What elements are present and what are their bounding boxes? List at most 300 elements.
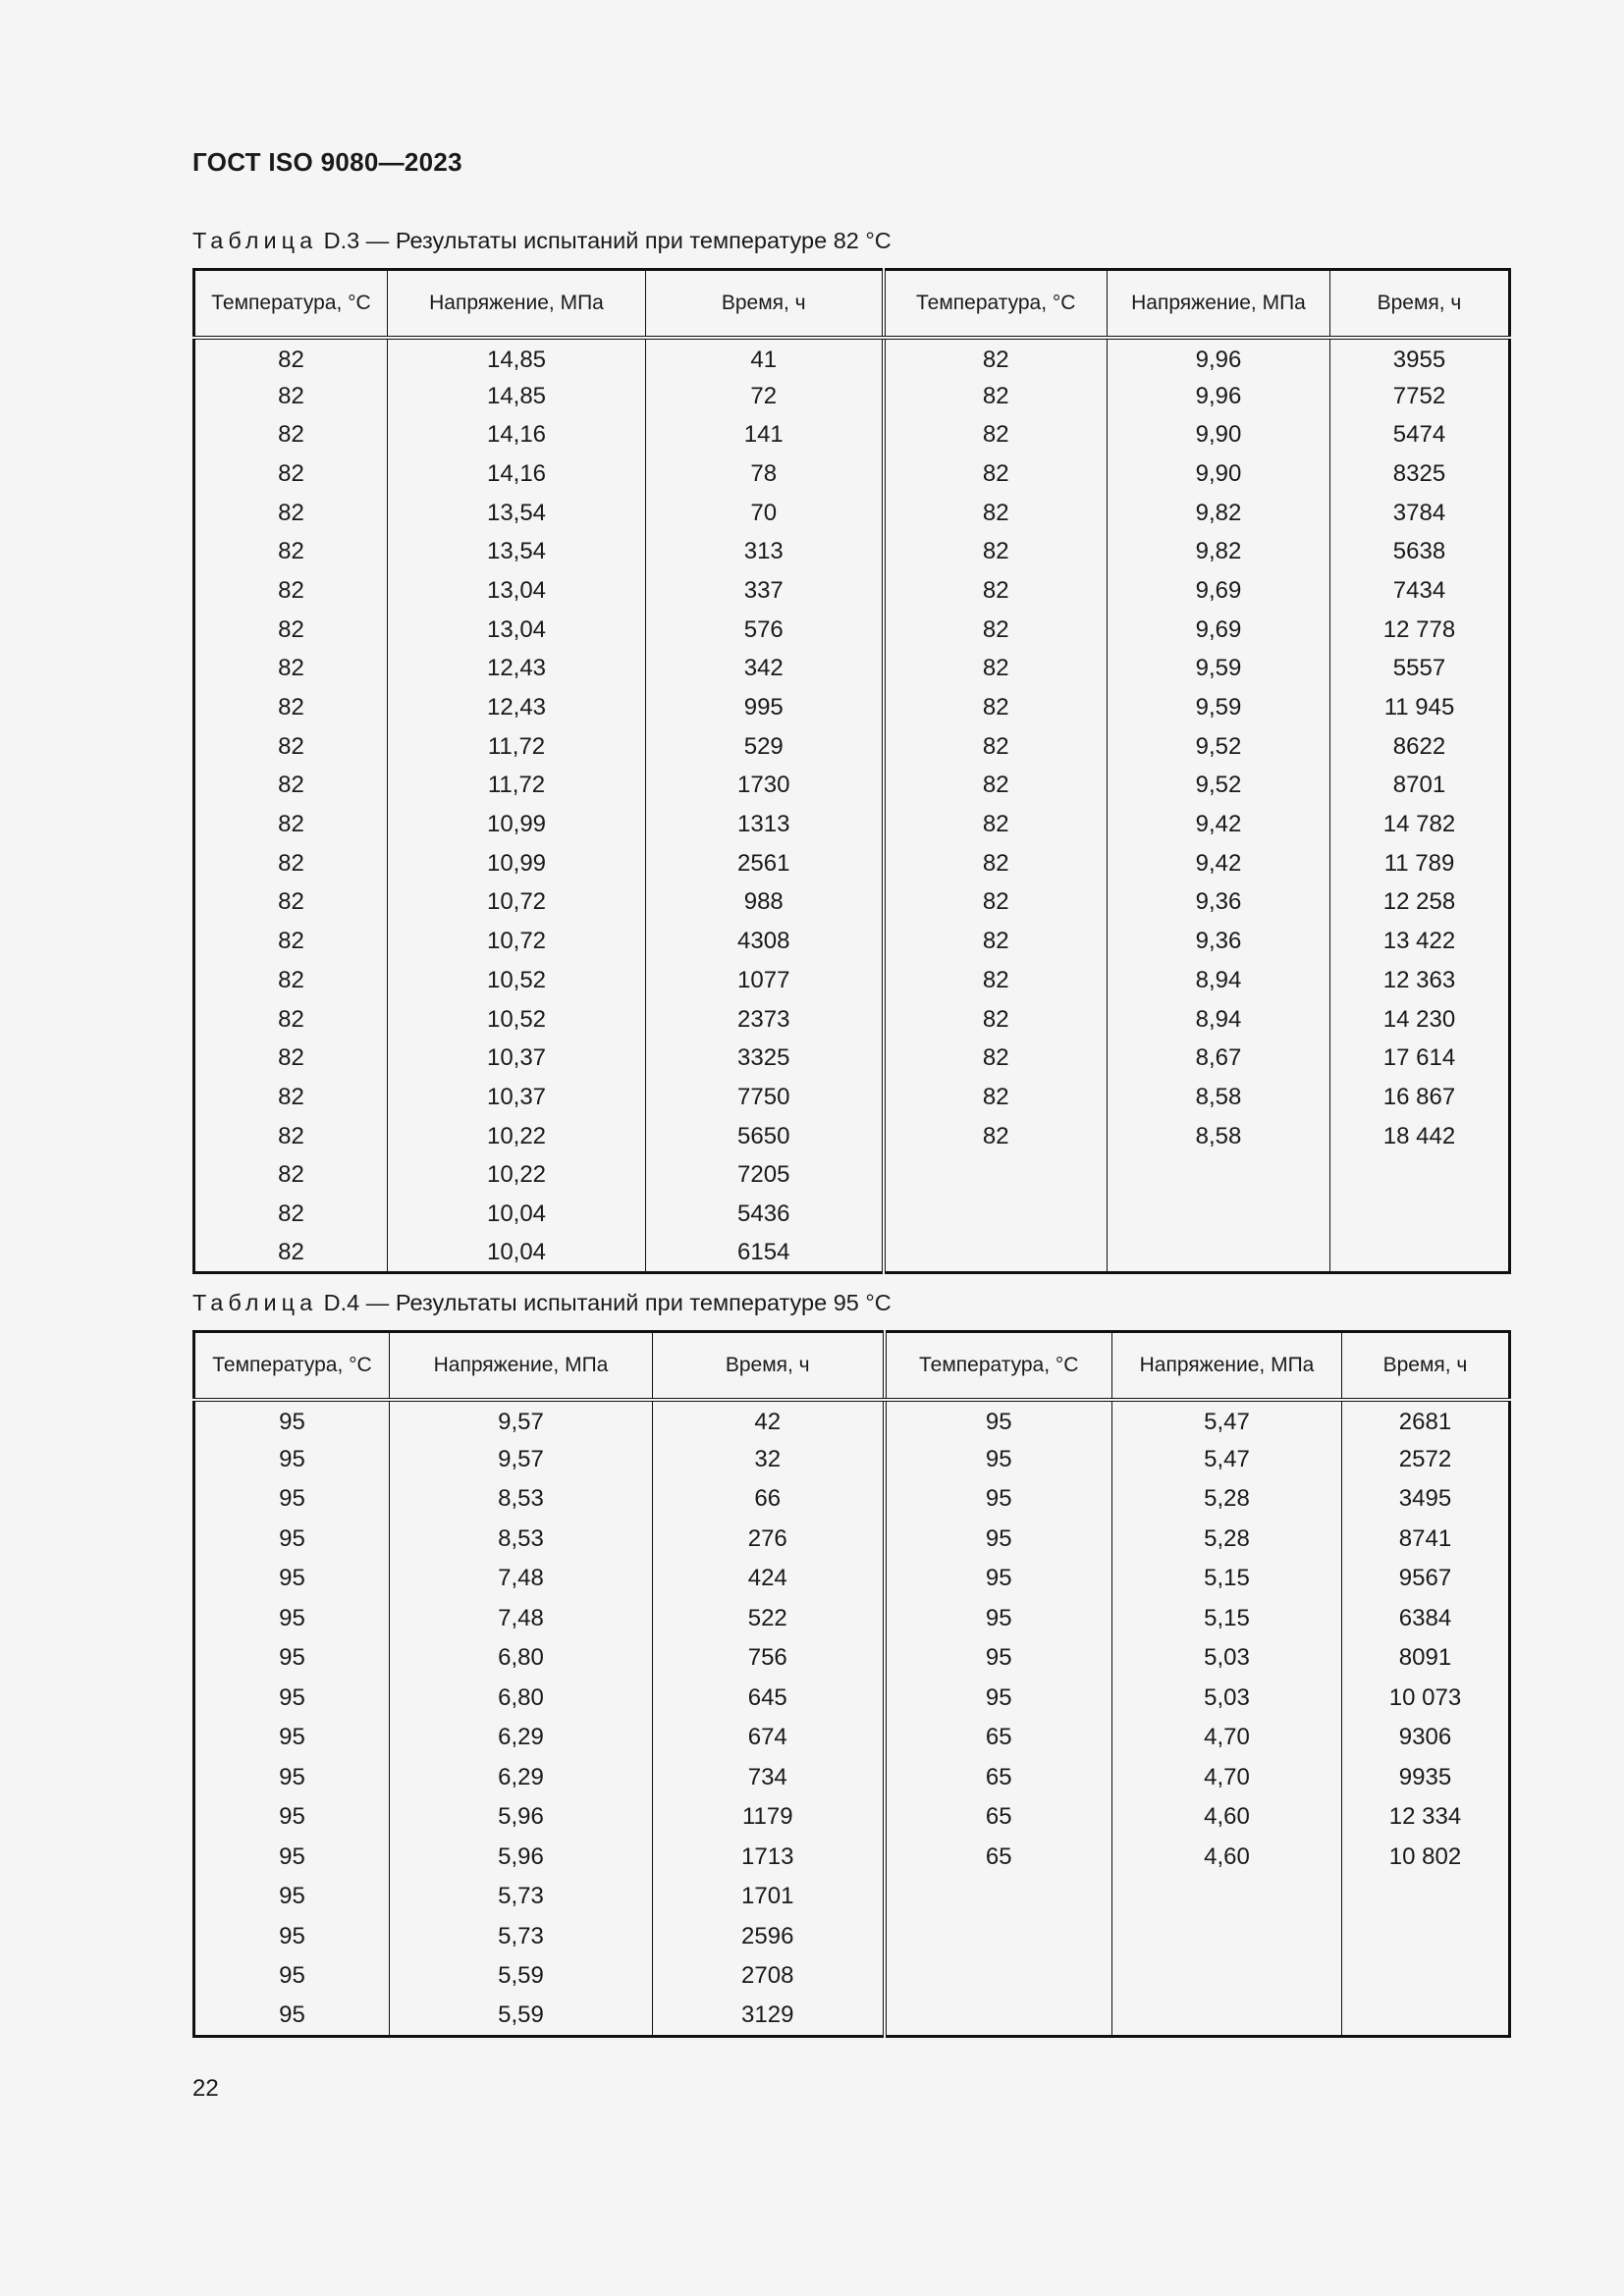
table-row — [194, 727, 1510, 767]
table-cell: 11 945 — [1330, 688, 1510, 727]
table-cell: 7752 — [1330, 377, 1510, 416]
table-cell: 12,43 — [388, 688, 646, 727]
table-cell: 82 — [194, 922, 388, 961]
table-cell: 3495 — [1342, 1479, 1510, 1520]
table-cell: 95 — [194, 1838, 390, 1878]
table-cell: 10,04 — [388, 1234, 646, 1273]
table-cell: 7,48 — [390, 1599, 653, 1639]
table-cell: 95 — [194, 1679, 390, 1719]
table-cell: 95 — [885, 1440, 1112, 1480]
table-cell: 313 — [646, 532, 884, 571]
table-cell: 9,52 — [1108, 767, 1330, 806]
table-cell: 82 — [194, 805, 388, 844]
table-cell: 65 — [885, 1797, 1112, 1838]
table-cell: 8,53 — [390, 1479, 653, 1520]
table-cell: 18 442 — [1330, 1117, 1510, 1156]
table-header-row — [194, 1332, 1510, 1401]
table-cell: 10,72 — [388, 883, 646, 923]
table-cell: 9306 — [1342, 1718, 1510, 1758]
table-cell: 6,80 — [390, 1679, 653, 1719]
table-cell: 11 789 — [1330, 844, 1510, 883]
table-cell: 6,80 — [390, 1638, 653, 1679]
table-cell: 1701 — [653, 1877, 885, 1917]
table-cell: 5,15 — [1112, 1559, 1342, 1599]
table-cell: 5,96 — [390, 1838, 653, 1878]
table-cell: 6384 — [1342, 1599, 1510, 1639]
table-cell: 82 — [884, 415, 1108, 454]
table-cell: 5,15 — [1112, 1599, 1342, 1639]
table-cell: 9,90 — [1108, 415, 1330, 454]
table-cell: 9,59 — [1108, 650, 1330, 689]
table-cell: 82 — [194, 1078, 388, 1117]
table-cell: 82 — [194, 377, 388, 416]
table-cell: 70 — [646, 494, 884, 533]
table-row — [194, 1440, 1510, 1480]
table-cell: 645 — [653, 1679, 885, 1719]
table-cell: 95 — [194, 1440, 390, 1480]
table-cell: 1313 — [646, 805, 884, 844]
table-cell: 82 — [194, 883, 388, 923]
table-cell: 9,96 — [1108, 338, 1330, 377]
table-cell: 95 — [194, 1520, 390, 1560]
table-cell: 988 — [646, 883, 884, 923]
table-row — [194, 377, 1510, 416]
table-cell: 9,52 — [1108, 727, 1330, 767]
table-cell: 522 — [653, 1599, 885, 1639]
column-header: Температура, °C — [884, 270, 1108, 339]
table-cell: 82 — [884, 454, 1108, 494]
column-header: Время, ч — [653, 1332, 885, 1401]
table-cell: 65 — [885, 1838, 1112, 1878]
table-row — [194, 1638, 1510, 1679]
table-cell: 11,72 — [388, 767, 646, 806]
table-cell: 95 — [885, 1479, 1112, 1520]
table-cell: 9,96 — [1108, 377, 1330, 416]
table-cell — [885, 1997, 1112, 2037]
table-cell: 95 — [885, 1638, 1112, 1679]
table-cell: 2596 — [653, 1917, 885, 1957]
table-cell — [884, 1155, 1108, 1195]
table-cell: 82 — [194, 415, 388, 454]
table-row — [194, 1000, 1510, 1040]
table-cell: 82 — [884, 727, 1108, 767]
table-d3-caption — [192, 228, 892, 254]
table-cell: 11,72 — [388, 727, 646, 767]
table-cell: 82 — [884, 611, 1108, 650]
table-cell: 9,69 — [1108, 571, 1330, 611]
table-cell: 82 — [194, 571, 388, 611]
table-cell — [1112, 1877, 1342, 1917]
table-cell: 5650 — [646, 1117, 884, 1156]
table-row — [194, 1838, 1510, 1878]
table-row — [194, 922, 1510, 961]
table-cell: 3129 — [653, 1997, 885, 2037]
table-cell: 72 — [646, 377, 884, 416]
table-cell: 734 — [653, 1758, 885, 1798]
table-cell — [885, 1877, 1112, 1917]
table-header-row — [194, 270, 1510, 339]
table-cell: 1730 — [646, 767, 884, 806]
table-cell: 5,03 — [1112, 1679, 1342, 1719]
table-cell: 13,54 — [388, 494, 646, 533]
table-cell: 82 — [194, 688, 388, 727]
table-cell: 576 — [646, 611, 884, 650]
table-cell: 82 — [884, 922, 1108, 961]
table-cell: 342 — [646, 650, 884, 689]
table-cell: 5,28 — [1112, 1479, 1342, 1520]
table-cell: 8622 — [1330, 727, 1510, 767]
table-cell: 16 867 — [1330, 1078, 1510, 1117]
table-cell: 82 — [884, 494, 1108, 533]
table-cell: 82 — [194, 961, 388, 1000]
table-row — [194, 1956, 1510, 1997]
table-cell: 10,04 — [388, 1195, 646, 1234]
column-header: Напряжение, МПа — [1112, 1332, 1342, 1401]
table-cell: 95 — [194, 1559, 390, 1599]
table-cell: 95 — [194, 1718, 390, 1758]
table-cell: 82 — [884, 961, 1108, 1000]
table-cell: 9,42 — [1108, 844, 1330, 883]
table-cell: 82 — [194, 1039, 388, 1078]
table-cell — [1108, 1155, 1330, 1195]
table-cell: 82 — [194, 1000, 388, 1040]
table-cell: 2561 — [646, 844, 884, 883]
table-cell: 8325 — [1330, 454, 1510, 494]
table-row — [194, 1400, 1510, 1440]
table-cell — [1342, 1877, 1510, 1917]
table-cell — [1112, 1997, 1342, 2037]
table-row — [194, 1117, 1510, 1156]
table-cell: 13,04 — [388, 611, 646, 650]
table-cell: 82 — [884, 571, 1108, 611]
table-cell — [1108, 1234, 1330, 1273]
caption-text: D.4 — Результаты испытаний при температуре 95 °C — [317, 1290, 892, 1315]
table-cell: 12,43 — [388, 650, 646, 689]
table-cell: 5557 — [1330, 650, 1510, 689]
table-cell: 5,47 — [1112, 1440, 1342, 1480]
table-cell: 82 — [884, 805, 1108, 844]
table-cell: 3784 — [1330, 494, 1510, 533]
table-row — [194, 1078, 1510, 1117]
table-cell: 82 — [194, 1155, 388, 1195]
table-cell: 276 — [653, 1520, 885, 1560]
table-cell: 82 — [884, 338, 1108, 377]
table-cell — [1330, 1195, 1510, 1234]
table-cell — [1342, 1956, 1510, 1997]
table-cell: 9567 — [1342, 1559, 1510, 1599]
table-cell: 7,48 — [390, 1559, 653, 1599]
table-cell: 2572 — [1342, 1440, 1510, 1480]
table-cell: 8,58 — [1108, 1078, 1330, 1117]
table-cell: 95 — [885, 1520, 1112, 1560]
table-cell: 13 422 — [1330, 922, 1510, 961]
table-cell: 12 363 — [1330, 961, 1510, 1000]
table-d4-caption — [192, 1290, 892, 1316]
table-row — [194, 844, 1510, 883]
table-cell: 95 — [194, 1599, 390, 1639]
table-cell: 756 — [653, 1638, 885, 1679]
table-cell: 42 — [653, 1400, 885, 1440]
table-cell: 8701 — [1330, 767, 1510, 806]
table-cell: 7205 — [646, 1155, 884, 1195]
table-cell: 5,47 — [1112, 1400, 1342, 1440]
table-cell: 82 — [884, 767, 1108, 806]
table-cell: 9,57 — [390, 1400, 653, 1440]
table-cell — [1112, 1917, 1342, 1957]
table-row — [194, 1479, 1510, 1520]
table-cell: 7434 — [1330, 571, 1510, 611]
table-cell: 82 — [884, 1000, 1108, 1040]
table-row — [194, 1758, 1510, 1798]
table-d4 — [192, 1330, 1511, 2038]
table-cell: 4,70 — [1112, 1758, 1342, 1798]
table-cell: 2373 — [646, 1000, 884, 1040]
table-cell — [1108, 1195, 1330, 1234]
table-cell: 995 — [646, 688, 884, 727]
table-cell: 2708 — [653, 1956, 885, 1997]
table-cell: 1179 — [653, 1797, 885, 1838]
table-cell: 12 258 — [1330, 883, 1510, 923]
table-cell: 3955 — [1330, 338, 1510, 377]
table-cell: 95 — [194, 1479, 390, 1520]
table-cell: 82 — [194, 1234, 388, 1273]
table-cell: 95 — [194, 1758, 390, 1798]
table-row — [194, 1877, 1510, 1917]
table-cell: 65 — [885, 1758, 1112, 1798]
table-row — [194, 415, 1510, 454]
table-cell — [1112, 1956, 1342, 1997]
table-cell: 6,29 — [390, 1718, 653, 1758]
table-row — [194, 767, 1510, 806]
table-cell: 2681 — [1342, 1400, 1510, 1440]
table-cell: 5,96 — [390, 1797, 653, 1838]
table-cell: 82 — [884, 688, 1108, 727]
table-cell: 5474 — [1330, 415, 1510, 454]
table-cell: 82 — [194, 650, 388, 689]
table-cell: 14 782 — [1330, 805, 1510, 844]
table-cell: 82 — [194, 844, 388, 883]
table-row — [194, 1718, 1510, 1758]
table-row — [194, 805, 1510, 844]
table-cell: 82 — [884, 1078, 1108, 1117]
table-cell: 10,37 — [388, 1039, 646, 1078]
table-cell: 95 — [885, 1559, 1112, 1599]
table-cell: 82 — [194, 532, 388, 571]
table-cell: 5,73 — [390, 1877, 653, 1917]
table-cell: 14,16 — [388, 415, 646, 454]
table-cell: 5,59 — [390, 1997, 653, 2037]
table-cell: 95 — [885, 1599, 1112, 1639]
column-header: Температура, °C — [194, 1332, 390, 1401]
table-cell: 7750 — [646, 1078, 884, 1117]
table-cell: 10,52 — [388, 1000, 646, 1040]
table-cell: 82 — [884, 1117, 1108, 1156]
table-row — [194, 1234, 1510, 1273]
table-cell: 12 334 — [1342, 1797, 1510, 1838]
table-cell: 6154 — [646, 1234, 884, 1273]
table-d3 — [192, 268, 1511, 1274]
table-cell: 9,36 — [1108, 922, 1330, 961]
caption-text: D.3 — Результаты испытаний при температуре 82 °C — [317, 228, 892, 253]
column-header: Время, ч — [1342, 1332, 1510, 1401]
page-number: 22 — [192, 2075, 219, 2102]
table-cell: 41 — [646, 338, 884, 377]
table-row — [194, 1155, 1510, 1195]
table-row — [194, 454, 1510, 494]
table-row — [194, 1917, 1510, 1957]
table-cell — [885, 1917, 1112, 1957]
table-cell: 10,72 — [388, 922, 646, 961]
column-header: Время, ч — [1330, 270, 1510, 339]
table-cell: 4,60 — [1112, 1838, 1342, 1878]
table-row — [194, 961, 1510, 1000]
column-header: Напряжение, МПа — [390, 1332, 653, 1401]
table-cell: 9,90 — [1108, 454, 1330, 494]
table-cell: 8,53 — [390, 1520, 653, 1560]
table-cell: 9,82 — [1108, 532, 1330, 571]
table-cell: 10,22 — [388, 1155, 646, 1195]
table-row — [194, 650, 1510, 689]
table-cell: 9,59 — [1108, 688, 1330, 727]
column-header: Напряжение, МПа — [1108, 270, 1330, 339]
table-cell: 95 — [194, 1877, 390, 1917]
table-cell — [884, 1195, 1108, 1234]
table-row — [194, 571, 1510, 611]
table-row — [194, 1997, 1510, 2037]
table-cell: 5436 — [646, 1195, 884, 1234]
table-row — [194, 1520, 1510, 1560]
table-cell: 10,99 — [388, 844, 646, 883]
table-cell — [1330, 1234, 1510, 1273]
table-cell: 8,94 — [1108, 1000, 1330, 1040]
table-cell: 5,03 — [1112, 1638, 1342, 1679]
table-cell: 13,54 — [388, 532, 646, 571]
table-cell: 32 — [653, 1440, 885, 1480]
table-cell: 337 — [646, 571, 884, 611]
table-cell: 10,22 — [388, 1117, 646, 1156]
table-cell: 8,67 — [1108, 1039, 1330, 1078]
table-cell: 9935 — [1342, 1758, 1510, 1798]
table-cell: 12 778 — [1330, 611, 1510, 650]
table-cell: 9,82 — [1108, 494, 1330, 533]
table-cell: 1077 — [646, 961, 884, 1000]
table-cell: 8,94 — [1108, 961, 1330, 1000]
table-cell — [1330, 1155, 1510, 1195]
table-cell: 82 — [194, 611, 388, 650]
table-cell: 78 — [646, 454, 884, 494]
table-cell: 17 614 — [1330, 1039, 1510, 1078]
table-cell: 95 — [194, 1997, 390, 2037]
table-cell: 9,36 — [1108, 883, 1330, 923]
table-cell: 8741 — [1342, 1520, 1510, 1560]
table-cell: 10,37 — [388, 1078, 646, 1117]
table-row — [194, 1679, 1510, 1719]
table-row — [194, 338, 1510, 377]
table-cell: 82 — [194, 1117, 388, 1156]
table-row — [194, 1559, 1510, 1599]
table-cell: 141 — [646, 415, 884, 454]
table-row — [194, 494, 1510, 533]
table-cell: 9,57 — [390, 1440, 653, 1480]
table-cell: 10 073 — [1342, 1679, 1510, 1719]
table-cell: 95 — [194, 1797, 390, 1838]
table-cell: 424 — [653, 1559, 885, 1599]
table-cell: 82 — [194, 494, 388, 533]
table-cell: 95 — [194, 1400, 390, 1440]
table-cell: 82 — [884, 532, 1108, 571]
table-cell: 6,29 — [390, 1758, 653, 1798]
table-cell: 82 — [884, 377, 1108, 416]
table-cell: 82 — [884, 844, 1108, 883]
table-cell: 82 — [194, 454, 388, 494]
column-header: Температура, °C — [194, 270, 388, 339]
table-cell: 10 802 — [1342, 1838, 1510, 1878]
table-cell — [885, 1956, 1112, 1997]
column-header: Напряжение, МПа — [388, 270, 646, 339]
table-cell: 65 — [885, 1718, 1112, 1758]
table-cell: 82 — [194, 1195, 388, 1234]
table-cell: 1713 — [653, 1838, 885, 1878]
table-cell: 8091 — [1342, 1638, 1510, 1679]
table-cell: 95 — [194, 1917, 390, 1957]
table-cell: 5,73 — [390, 1917, 653, 1957]
table-cell: 674 — [653, 1718, 885, 1758]
table-cell: 82 — [884, 883, 1108, 923]
table-cell: 82 — [194, 338, 388, 377]
table-cell: 5,59 — [390, 1956, 653, 1997]
table-cell: 13,04 — [388, 571, 646, 611]
caption-prefix: Таблица — [192, 228, 318, 253]
document-header: ГОСТ ISO 9080—2023 — [192, 147, 462, 177]
table-cell: 82 — [194, 767, 388, 806]
table-cell: 8,58 — [1108, 1117, 1330, 1156]
table-row — [194, 1599, 1510, 1639]
table-cell: 10,52 — [388, 961, 646, 1000]
table-cell: 14,16 — [388, 454, 646, 494]
table-row — [194, 883, 1510, 923]
table-row — [194, 688, 1510, 727]
table-row — [194, 1039, 1510, 1078]
table-cell: 14,85 — [388, 377, 646, 416]
table-cell: 4308 — [646, 922, 884, 961]
column-header: Температура, °C — [885, 1332, 1112, 1401]
table-cell — [884, 1234, 1108, 1273]
table-cell: 3325 — [646, 1039, 884, 1078]
table-cell: 14,85 — [388, 338, 646, 377]
table-cell: 95 — [194, 1956, 390, 1997]
table-cell: 4,60 — [1112, 1797, 1342, 1838]
table-cell: 5638 — [1330, 532, 1510, 571]
column-header: Время, ч — [646, 270, 884, 339]
table-cell: 82 — [884, 650, 1108, 689]
table-cell: 529 — [646, 727, 884, 767]
table-cell: 95 — [885, 1679, 1112, 1719]
table-cell: 10,99 — [388, 805, 646, 844]
table-cell: 4,70 — [1112, 1718, 1342, 1758]
caption-prefix: Таблица — [192, 1290, 318, 1315]
table-cell — [1342, 1917, 1510, 1957]
table-row — [194, 532, 1510, 571]
table-row — [194, 1797, 1510, 1838]
table-cell: 9,42 — [1108, 805, 1330, 844]
table-row — [194, 611, 1510, 650]
table-cell — [1342, 1997, 1510, 2037]
table-cell: 14 230 — [1330, 1000, 1510, 1040]
table-cell: 5,28 — [1112, 1520, 1342, 1560]
table-cell: 95 — [194, 1638, 390, 1679]
table-cell: 95 — [885, 1400, 1112, 1440]
table-cell: 82 — [194, 727, 388, 767]
